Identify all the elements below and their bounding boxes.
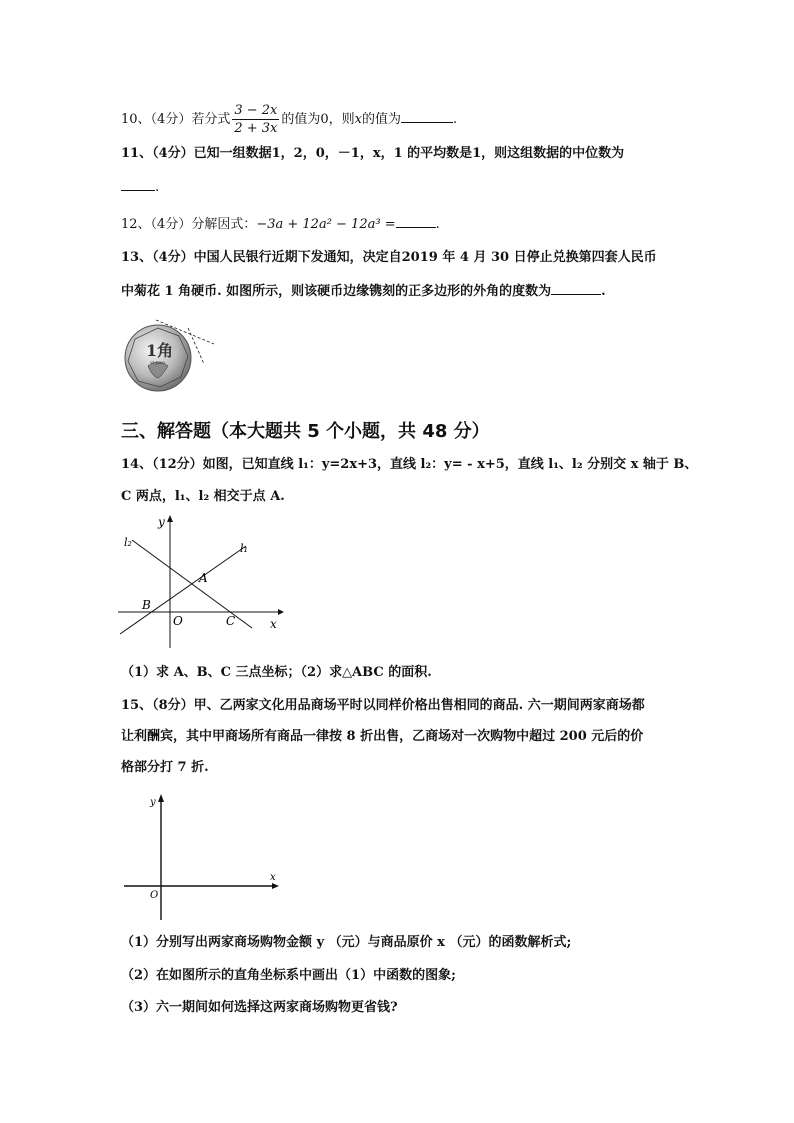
question-10 [121, 102, 457, 137]
q15-y-arrow [158, 794, 164, 802]
q15-label-x: x [270, 872, 276, 883]
q14-label-x: x [270, 617, 277, 631]
q12-end: . [435, 217, 440, 232]
q14-x-arrow [278, 609, 284, 615]
q12-answer-blank[interactable] [396, 213, 436, 228]
question-15-line1 [121, 696, 645, 716]
q14-label-C: C [226, 614, 236, 628]
q15-part3: （3）六一期间如何选择这两家商场购物更省钱? [121, 1000, 398, 1015]
q12-prefix: 12、（4分）分解因式： [121, 217, 257, 232]
q15-line2: 让利酬宾，其中甲商场所有商品一律按 8 折出售，乙商场对一次购物中超过 200 元后的价 [121, 729, 644, 744]
q14-label-l1: l₁ [240, 542, 248, 555]
q14-y-arrow [167, 515, 173, 522]
q14-label-l2: l₂ [124, 536, 132, 549]
q15-part2: （2）在如图所示的直角坐标系中画出（1）中函数的图象; [121, 968, 456, 983]
question-14-parts [121, 663, 432, 683]
coin-small-text: YI JIAO [150, 360, 165, 365]
q15-part1: （1）分别写出两家商场购物金额 y （元）与商品原价 x （元）的函数解析式; [121, 935, 572, 950]
q11-end: . [155, 180, 160, 195]
q10-end: . [453, 112, 458, 127]
q10-denominator: 2 + 3x [234, 121, 278, 136]
question-13-line1 [121, 248, 657, 268]
q15-label-y: y [150, 797, 156, 808]
q14-label-O: O [173, 614, 183, 628]
q15-line3: 格部分打 7 折. [121, 760, 209, 775]
q10-numerator: 3 − 2x [234, 103, 278, 118]
q13-answer-blank[interactable] [551, 280, 601, 295]
question-12 [121, 213, 440, 235]
q10-answer-blank[interactable] [401, 108, 453, 123]
question-13-line2 [121, 280, 606, 302]
q14-label-B: B [142, 598, 151, 612]
q14-figure [118, 512, 288, 652]
q14-label-A: A [199, 571, 208, 585]
question-15-line3 [121, 758, 209, 778]
question-11 [121, 144, 624, 164]
coin-denomination: 1角 [146, 341, 174, 360]
q14-label-y: y [158, 515, 165, 529]
q14-parts: （1）求 A、B、C 三点坐标；（2）求△ABC 的面积. [121, 665, 432, 680]
q13-line2: 中菊花 1 角硬币. 如图所示，则该硬币边缘镌刻的正多边形的外角的度数为 [121, 284, 552, 299]
section-3-title: 三、解答题（本大题共 5 个小题，共 48 分） [121, 421, 490, 442]
q11-text: 11、（4分）已知一组数据1，2，0，－1，x，1 的平均数是1，则这组数据的中位数为 [121, 146, 625, 161]
question-15-part2 [121, 966, 456, 986]
q10-var: x [354, 112, 362, 127]
q10-prefix: 10、（4分）若分式 [121, 112, 231, 127]
question-15-line2 [121, 727, 643, 747]
q15-figure [120, 788, 285, 923]
q11-answer-blank[interactable] [121, 176, 155, 191]
q14-line2: C 两点，l₁、l₂ 相交于点 A. [121, 489, 285, 504]
q13-end: . [601, 284, 606, 299]
question-15-part3 [121, 998, 398, 1018]
q13-line1: 13、（4分）中国人民银行近期下发通知，决定自2019 年 4 月 30 日停止兑换第四套人民币 [121, 250, 657, 265]
coin-figure [118, 318, 218, 400]
q12-expression: −3a + 12a² − 12a³ = [256, 217, 396, 232]
q10-fraction [232, 102, 279, 137]
q10-middle: 的值为0，则 [281, 112, 355, 127]
q15-x-arrow [272, 883, 279, 889]
question-15-part1 [121, 933, 571, 953]
question-14-line1 [121, 455, 697, 475]
q15-line1: 15、（8分）甲、乙两家文化用品商场平时以同样价格出售相同的商品. 六一期间两家商场都 [121, 698, 645, 713]
question-14-line2 [121, 487, 285, 507]
q10-suffix: 的值为 [361, 112, 401, 127]
question-11-answer [121, 176, 159, 198]
q15-label-O: O [150, 890, 159, 901]
q14-line1: 14、（12分）如图，已知直线 l₁：y=2x+3，直线 l₂：y= - x+5，直线 l₁、l₂ 分别交 x 轴于 B、 [121, 457, 698, 472]
